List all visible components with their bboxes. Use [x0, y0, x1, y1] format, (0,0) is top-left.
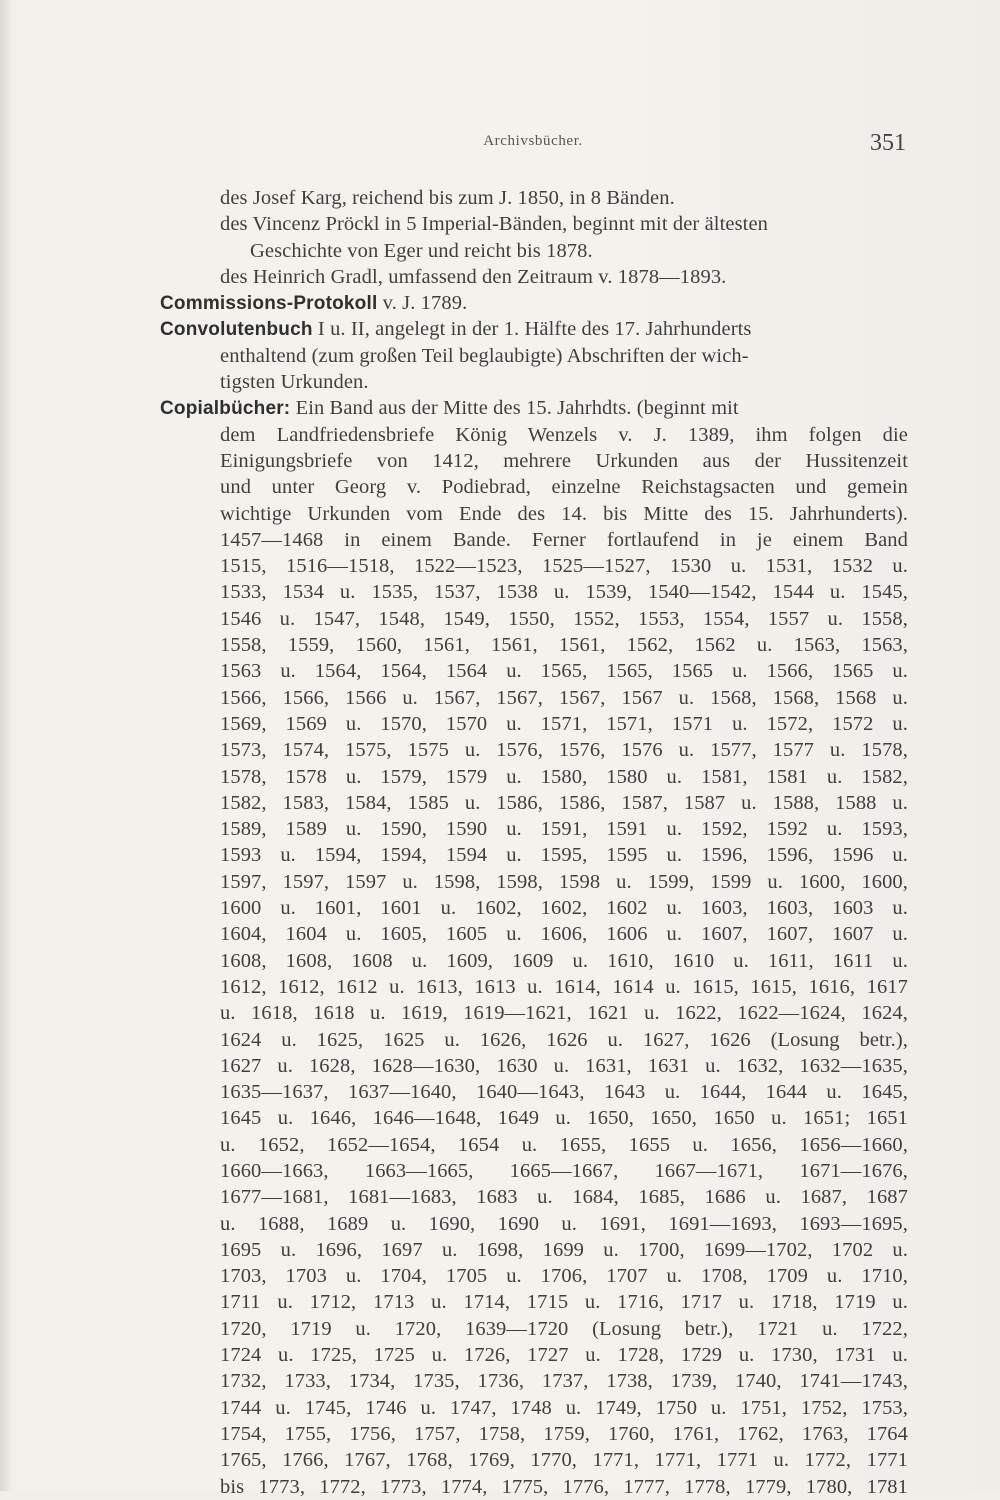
- text-line: 1711 u. 1712, 1713 u. 1714, 1715 u. 1716, 1717 u. 1718, 1719 u.: [220, 1291, 908, 1314]
- page-binding-edge: [0, 0, 10, 1491]
- text-line: u. 1652, 1652—1654, 1654 u. 1655, 1655 u. 1656, 1656—1660,: [220, 1133, 908, 1156]
- text-line: 1457—1468 in einem Bande. Ferner fortlaufend in je einem Band: [220, 528, 908, 551]
- text-line: 1695 u. 1696, 1697 u. 1698, 1699 u. 1700, 1699—1702, 1702 u.: [220, 1238, 908, 1261]
- text-line: 1569, 1569 u. 1570, 1570 u. 1571, 1571, 1571 u. 1572, 1572 u.: [220, 712, 908, 735]
- text-line: 1558, 1559, 1560, 1561, 1561, 1561, 1562, 1562 u. 1563, 1563,: [220, 634, 908, 657]
- text-line: 1612, 1612, 1612 u. 1613, 1613 u. 1614, 1614 u. 1615, 1615, 1616, 1617: [220, 975, 908, 998]
- text-line: 1724 u. 1725, 1725 u. 1726, 1727 u. 1728, 1729 u. 1730, 1731 u.: [220, 1344, 908, 1367]
- text-line: 1593 u. 1594, 1594, 1594 u. 1595, 1595 u. 1596, 1596, 1596 u.: [220, 844, 908, 867]
- copial-year-list: [160, 422, 910, 1500]
- entry-text: v. J. 1789.: [377, 292, 468, 315]
- entry-commissions: [160, 290, 910, 316]
- entry-copial: [160, 395, 910, 421]
- text-line: 1744 u. 1745, 1746 u. 1747, 1748 u. 1749, 1750 u. 1751, 1752, 1753,: [220, 1396, 908, 1419]
- text-line: 1608, 1608, 1608 u. 1609, 1609 u. 1610, 1610 u. 1611, 1611 u.: [220, 949, 908, 972]
- page-header: [160, 130, 906, 160]
- text-line: 1627 u. 1628, 1628—1630, 1630 u. 1631, 1631 u. 1632, 1632—1635,: [220, 1054, 908, 1077]
- text-line: 1573, 1574, 1575, 1575 u. 1576, 1576, 1576 u. 1577, 1577 u. 1578,: [220, 739, 908, 762]
- text-line: 1645 u. 1646, 1646—1648, 1649 u. 1650, 1650, 1650 u. 1651; 1651: [220, 1107, 908, 1130]
- text-line: 1677—1681, 1681—1683, 1683 u. 1684, 1685, 1686 u. 1687, 1687: [220, 1186, 908, 1209]
- text-line: 1597, 1597, 1597 u. 1598, 1598, 1598 u. 1599, 1599 u. 1600, 1600,: [220, 870, 908, 893]
- text-line: 1703, 1703 u. 1704, 1705 u. 1706, 1707 u. 1708, 1709 u. 1710,: [220, 1265, 908, 1288]
- text-line: 1624 u. 1625, 1625 u. 1626, 1626 u. 1627, 1626 (Losung betr.),: [220, 1028, 908, 1051]
- text-line: 1566, 1566, 1566 u. 1567, 1567, 1567, 1567 u. 1568, 1568, 1568 u.: [220, 686, 908, 709]
- entry-convolut: [160, 316, 910, 342]
- text-line: u. 1688, 1689 u. 1690, 1690 u. 1691, 1691—1693, 1693—1695,: [220, 1212, 908, 1235]
- entry-term: Copialbücher:: [160, 398, 291, 420]
- text-line: 1546 u. 1547, 1548, 1549, 1550, 1552, 1553, 1554, 1557 u. 1558,: [220, 607, 908, 630]
- text-line: wichtige Urkunden vom Ende des 14. bis Mitte des 15. Jahrhunderts).: [220, 502, 908, 525]
- text-line: des Heinrich Gradl, umfassend den Zeitraum v. 1878—1893.: [220, 265, 727, 288]
- text-line: 1600 u. 1601, 1601 u. 1602, 1602, 1602 u. 1603, 1603, 1603 u.: [220, 897, 908, 920]
- page-number: 351: [870, 130, 906, 156]
- text-line: des Josef Karg, reichend bis zum J. 1850, in 8 Bänden.: [220, 187, 675, 209]
- entry-text: I u. II, angelegt in der 1. Hälfte des 17. Jahrhunderts: [312, 318, 752, 341]
- running-head: Archivsbücher.: [483, 133, 583, 149]
- text-line: des Vincenz Pröckl in 5 Imperial-Bänden, beginnt mit der ältesten: [220, 213, 768, 236]
- text-line: bis 1773, 1772, 1773, 1774, 1775, 1776, 1777, 1778, 1779, 1780, 1781: [220, 1475, 908, 1498]
- text-line: u. 1618, 1618 u. 1619, 1619—1621, 1621 u. 1622, 1622—1624, 1624,: [220, 1002, 908, 1025]
- text-line: 1533, 1534 u. 1535, 1537, 1538 u. 1539, 1540—1542, 1544 u. 1545,: [220, 581, 908, 604]
- entry-term: Convolutenbuch: [160, 319, 313, 341]
- text-line: 1578, 1578 u. 1579, 1579 u. 1580, 1580 u. 1581, 1581 u. 1582,: [220, 765, 908, 788]
- text-line: 1720, 1719 u. 1720, 1639—1720 (Losung betr.), 1721 u. 1722,: [220, 1317, 908, 1340]
- text-line: Geschichte von Eger und reicht bis 1878.: [250, 239, 593, 262]
- text-line: dem Landfriedensbriefe König Wenzels v. J. 1389, ihm folgen die: [220, 423, 908, 446]
- text-line: 1589, 1589 u. 1590, 1590 u. 1591, 1591 u. 1592, 1592 u. 1593,: [220, 818, 908, 841]
- text-line: und unter Georg v. Podiebrad, einzelne Reichstagsacten und gemein: [220, 476, 908, 499]
- text-line: 1515, 1516—1518, 1522—1523, 1525—1527, 1530 u. 1531, 1532 u.: [220, 555, 908, 578]
- text-line: 1582, 1583, 1584, 1585 u. 1586, 1586, 1587, 1587 u. 1588, 1588 u.: [220, 791, 908, 814]
- text-line: 1635—1637, 1637—1640, 1640—1643, 1643 u. 1644, 1644 u. 1645,: [220, 1081, 908, 1104]
- text-line: 1765, 1766, 1767, 1768, 1769, 1770, 1771, 1771, 1771 u. 1772, 1771: [220, 1449, 908, 1472]
- entry-text: Ein Band aus der Mitte des 15. Jahrhdts. (beginnt mit: [290, 397, 739, 420]
- text-line: Einigungsbriefe von 1412, mehrere Urkunden aus der Hussitenzeit: [220, 449, 908, 472]
- text-line: 1732, 1733, 1734, 1735, 1736, 1737, 1738, 1739, 1740, 1741—1743,: [220, 1370, 908, 1393]
- text-line: 1604, 1604 u. 1605, 1605 u. 1606, 1606 u. 1607, 1607, 1607 u.: [220, 923, 908, 946]
- text-line: tigsten Urkunden.: [220, 371, 369, 394]
- text-line: 1660—1663, 1663—1665, 1665—1667, 1667—1671, 1671—1676,: [220, 1159, 908, 1182]
- text-line: 1754, 1755, 1756, 1757, 1758, 1759, 1760, 1761, 1762, 1763, 1764: [220, 1422, 908, 1445]
- entry-term: Commissions-Protokoll: [160, 293, 378, 315]
- text-line: enthaltend (zum großen Teil beglaubigte) Abschriften der wich-: [220, 344, 749, 367]
- page-body: [160, 185, 910, 1500]
- text-line: 1563 u. 1564, 1564, 1564 u. 1565, 1565, 1565 u. 1566, 1565 u.: [220, 660, 908, 683]
